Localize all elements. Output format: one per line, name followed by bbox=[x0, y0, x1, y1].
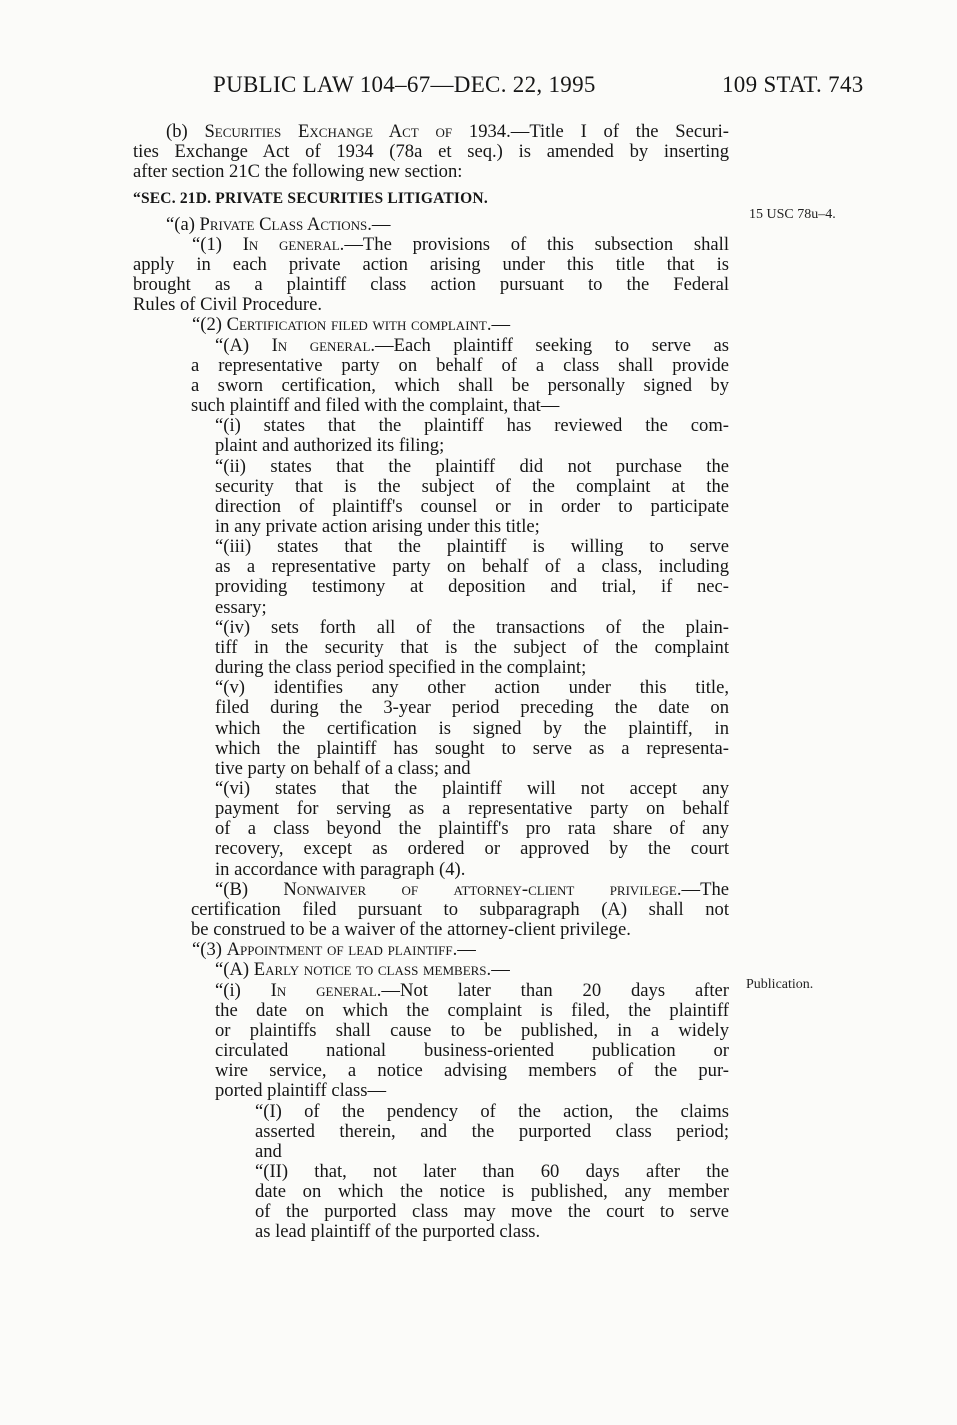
text-line: wire service, a notice advising members of the pur- bbox=[215, 1060, 729, 1082]
text-line: filed during the 3-year period preceding the date on bbox=[215, 697, 729, 719]
text-line: Rules of Civil Procedure. bbox=[133, 294, 323, 316]
text-line: certification filed pursuant to subparagraph (A) shall not bbox=[191, 898, 729, 920]
text-line: of a class beyond the plaintiff's pro rata share of any bbox=[215, 818, 729, 840]
text-line: “(A) In general.—Each plaintiff seeking to serve as bbox=[215, 334, 730, 356]
text-line: date on which the notice is published, any member bbox=[255, 1181, 729, 1203]
text-line: plaint and authorized its filing; bbox=[215, 435, 445, 457]
text-line: be construed to be a waiver of the attorney-client privilege. bbox=[191, 919, 631, 941]
small-caps-heading: In general bbox=[270, 979, 377, 1001]
text-line: “(2) Certification filed with complaint.— bbox=[192, 314, 511, 336]
text-line: as lead plaintiff of the purported class. bbox=[255, 1221, 541, 1243]
small-caps-heading: Private Class Actions bbox=[199, 213, 368, 235]
text-line: “(iii) states that the plaintiff is willing to serve bbox=[215, 536, 729, 558]
text-line: ties Exchange Act of 1934 (78a et seq.) is amended by inserting bbox=[133, 141, 729, 163]
text-line: after section 21C the following new section: bbox=[133, 161, 463, 183]
text-line: a representative party on behalf of a class shall provide bbox=[191, 354, 729, 376]
text-line: the date on which the complaint is filed, the plaintiff bbox=[215, 999, 729, 1021]
statute-page-number: 109 STAT. 743 bbox=[722, 72, 864, 97]
text-line: in accordance with paragraph (4). bbox=[215, 858, 466, 880]
text-line: security that is the subject of the complaint at the bbox=[215, 475, 729, 497]
text-line: “(iv) sets forth all of the transactions of the plain- bbox=[215, 616, 729, 638]
text-line: “(a) Private Class Actions.— bbox=[166, 213, 391, 235]
text-line: as a representative party on behalf of a class, including bbox=[215, 556, 729, 578]
text-line: essary; bbox=[215, 596, 267, 618]
text-line: providing testimony at deposition and trial, if nec- bbox=[215, 576, 729, 598]
text-line: brought as a plaintiff class action pursuant to the Federal bbox=[133, 274, 729, 296]
text-line: during the class period specified in the complaint; bbox=[215, 657, 587, 679]
text-line: “(i) states that the plaintiff has reviewed the com- bbox=[215, 415, 729, 437]
text-line: tive party on behalf of a class; and bbox=[215, 757, 471, 779]
text-line: “(3) Appointment of lead plaintiff.— bbox=[192, 939, 476, 961]
small-caps-heading: Nonwaiver of attorney-client privilege bbox=[283, 878, 677, 900]
page-header bbox=[0, 72, 957, 106]
text-line: of the purported class may move the court to serve bbox=[255, 1201, 729, 1223]
text-line: such plaintiff and filed with the complaint, that— bbox=[191, 395, 560, 417]
text-line: (b) Securities Exchange Act of 1934.—Title I of the Securi- bbox=[166, 121, 729, 142]
text-line: “(B) Nonwaiver of attorney-client privilege.—The bbox=[215, 878, 730, 900]
text-line: in any private action arising under this title; bbox=[215, 515, 540, 537]
text-line: “(vi) states that the plaintiff will not accept any bbox=[215, 778, 729, 799]
text-line: tiff in the security that is the subject of the complaint bbox=[215, 636, 729, 658]
running-head-title: PUBLIC LAW 104–67—DEC. 22, 1995 bbox=[213, 72, 596, 97]
margin-note-usc: 15 USC 78u–4. bbox=[749, 207, 836, 222]
text-line: “(I) of the pendency of the action, the claims bbox=[255, 1100, 729, 1122]
section-heading: “SEC. 21D. PRIVATE SECURITIES LITIGATION. bbox=[133, 190, 488, 208]
text-line: “(II) that, not later than 60 days after the bbox=[255, 1160, 729, 1182]
text-line: a sworn certification, which shall be personally signed by bbox=[191, 374, 729, 396]
small-caps-heading: Appointment of lead plaintiff bbox=[226, 939, 453, 961]
statute-body bbox=[133, 122, 729, 1243]
text-line: or plaintiffs shall cause to be published, in a widely bbox=[215, 1019, 729, 1041]
margin-note-publication: Publication. bbox=[746, 977, 814, 992]
small-caps-heading: Early notice to class members bbox=[253, 959, 487, 981]
text-line: which the plaintiff has sought to serve as a representa- bbox=[215, 737, 729, 759]
small-caps-heading: Certification filed with complaint bbox=[226, 314, 487, 336]
text-line: “(v) identifies any other action under this title, bbox=[215, 677, 729, 699]
small-caps-heading: In general bbox=[271, 334, 371, 356]
text-line: “(1) In general.—The provisions of this subsection shall bbox=[192, 233, 729, 255]
text-line: circulated national business-oriented publication or bbox=[215, 1040, 729, 1062]
text-line: “(i) In general.—Not later than 20 days after bbox=[215, 979, 730, 1001]
text-line: apply in each private action arising under this title that is bbox=[133, 253, 729, 275]
text-line: asserted therein, and the purported class period; bbox=[255, 1120, 729, 1142]
text-line: which the certification is signed by the plaintiff, in bbox=[215, 717, 729, 739]
text-line: “(A) Early notice to class members.— bbox=[215, 959, 510, 981]
small-caps-heading: Securities Exchange Act of bbox=[204, 121, 453, 142]
text-line: direction of plaintiff's counsel or in order to participate bbox=[215, 495, 729, 517]
text-line: recovery, except as ordered or approved by the court bbox=[215, 838, 729, 860]
text-line: ported plaintiff class— bbox=[215, 1080, 387, 1102]
small-caps-heading: In general bbox=[242, 233, 340, 255]
text-line: payment for serving as a representative party on behalf bbox=[215, 798, 729, 820]
text-line: “(ii) states that the plaintiff did not purchase the bbox=[215, 455, 729, 477]
text-line: and bbox=[255, 1140, 282, 1162]
